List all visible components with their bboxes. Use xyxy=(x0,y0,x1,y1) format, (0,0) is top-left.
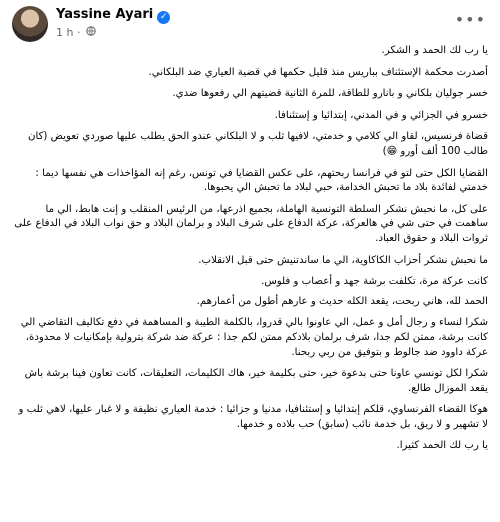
post-paragraph: شكرا لنساء و رجال أمل و عمل، الي عاونوا بالي قدروا، بالكلمة الطيبة و المساهمة في دفع تكاليف التقاضي الي كانت برشة، ممتن لكم جدا، شرف برلمان بلادكم ممتن لكم جدا : عركة ضد شركة بترولية بإمكانيات لا محدودة، عركة داوود ضد جالوط و بتوفيق من ربي ربحنا. xyxy=(20,317,488,358)
post-paragraph: أصدرت محكمة الإستئناف بباريس منذ قليل حكمها في قضية العياري ضد البلكاني. xyxy=(148,66,488,78)
post-header xyxy=(12,4,488,44)
post-paragraph: الحمد لله، هاني ربحت، يقعد الكله حديث و عارهم أطول من أعمارهم. xyxy=(196,295,488,307)
post-paragraph: القضايا الكل حتى لتو في فرانسا ربحتهم، على عكس القضايا في تونس، رغم إنه المؤاخذات هي نفسها ديما : خدمتي لفائدة بلاد ما تحبش الخدامة، حبي لبلاد ما تحبش الي يحبوها. xyxy=(35,167,488,194)
post-paragraph: يا رب لك الحمد و الشكر. xyxy=(381,45,488,56)
globe-icon xyxy=(86,26,96,39)
post-paragraph: خسرو في الجزائي و في المدني، إبتدائيا و إستئنافا. xyxy=(274,109,488,121)
post-paragraph: يا رب لك الحمد كثيرا. xyxy=(396,440,488,452)
verified-badge-icon: ✓ xyxy=(157,11,170,24)
post-paragraph: خسر جوليان بلكاني و بانارو للطاقة، للمرة الثانية قضيتهم الي رفعوها ضدي. xyxy=(172,88,488,100)
post-paragraph: قضاة فرنسيس، لقاو الي كلامي و خدمتي، لافيها ثلب و لا البلكاني عندو الحق يطلب عليها صوردي تعويض (كان طالب 100 ألف أورو 😁) xyxy=(28,131,488,157)
post-paragraph: ما نحبش نشكر أحزاب الكاكاوية، الي ما ساندتنيش حتى قبل الانقلاب. xyxy=(198,254,488,266)
post-paragraph: شكرا لكل تونسي عاونا حتى بدعوة خير، حتى بكليمة خير، هاك الكليمات، التعليقات، كانت تعاون فينا برشة باش يقعد الموزال طالع. xyxy=(24,368,488,394)
post-time[interactable]: 1 h xyxy=(56,26,74,39)
author-avatar[interactable] xyxy=(12,6,48,42)
post-meta xyxy=(56,26,96,39)
author-name[interactable] xyxy=(56,7,170,24)
author-name-text[interactable]: Yassine Ayari xyxy=(56,7,154,22)
post-paragraph: على كل، ما نحبش نشكر السلطة التونسية الهاملة، بجميع اذرعها، من الرئيس المنقلب و إنت هابط، الي ما ساهمت في حتى شي في هالعركة، عركة الدفاع على شرف البلاد و برلمان البلاد و حق نواب البلاد في الدفاع على ثروات البلاد و حقوق العباد. xyxy=(14,203,488,244)
more-options-icon[interactable]: ••• xyxy=(454,10,486,29)
post-body xyxy=(12,44,488,461)
meta-separator: · xyxy=(76,26,81,39)
post-paragraph: كانت عركة مرة، تكلفت برشة جهد و أعصاب و فلوس. xyxy=(261,276,488,288)
post-paragraph: هوكا القضاء الفرنساوي، قلكم إبتدائيا و إستئنافيا، مدنيا و جزائيا : خدمة العياري نظيفة و لا غبار عليها، لاهي ثلب و لا تشهير و لا ريق، بل خدمة نائب (سابق) حب بلاده و خدمها. xyxy=(18,404,488,430)
